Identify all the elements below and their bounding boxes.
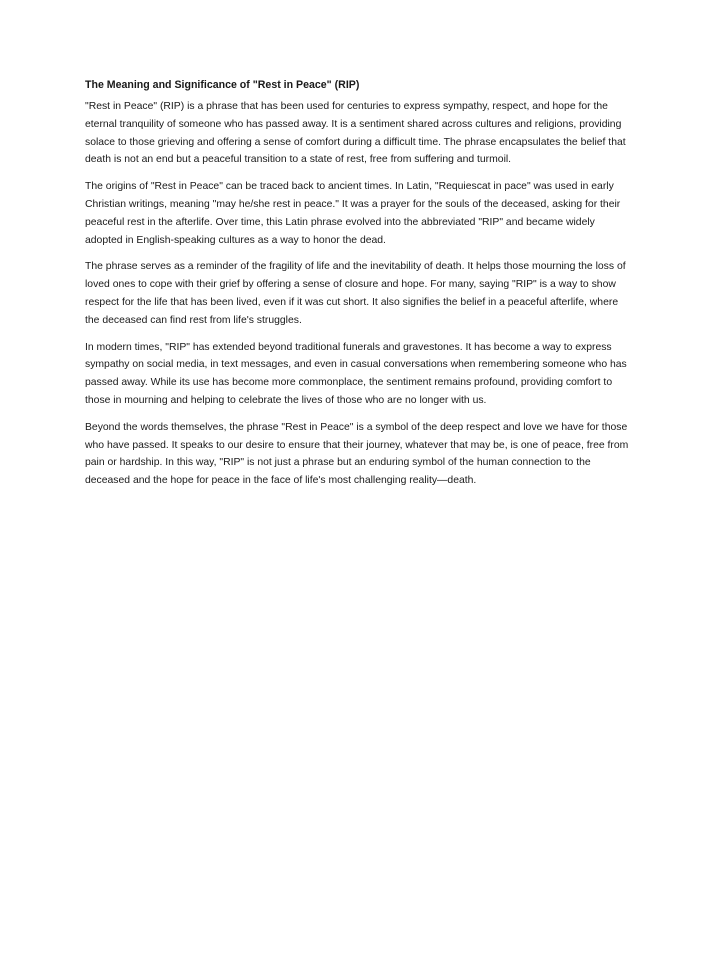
paragraph-intro: "Rest in Peace" (RIP) is a phrase that has been used for centuries to express sympathy, respect, and hope for the eternal tranquility of someone who has passed away. It is a sentiment shared across cultures and religions, providing solace to those grieving and offering a sense of comfort during a difficult time. The phrase encapsulates the belief that death is not an end but a peaceful transition to a state of rest, free from suffering and turmoil.	[85, 101, 626, 166]
document-page	[85, 76, 633, 499]
paragraph-conclusion: Beyond the words themselves, the phrase "Rest in Peace" is a symbol of the deep respect and love we have for those who have passed. It speaks to our desire to ensure that their journey, whatever that may be, is one of peace, free from pain or hardship. In this way, "RIP" is not just a phrase but an enduring symbol of the human connection to the deceased and the hope for peace in the face of life's most challenging reality—death.	[85, 421, 629, 487]
paragraph-modern-times: In modern times, "RIP" has extended beyond traditional funerals and gravestones. It has become a way to express sympathy on social media, in text messages, and even in casual conversations when remembering someone who has passed away. While its use has become more commonplace, the sentiment remains profound, providing comfort to those in mourning and helping to celebrate the lives of those who are no longer with us.	[85, 341, 627, 406]
paragraph-reminder: The phrase serves as a reminder of the fragility of life and the inevitability of death. It helps those mourning the loss of loved ones to cope with their grief by offering a sense of closure and hope. For many, saying "RIP" is a way to show respect for the life that has been lived, even if it was cut short. It also signifies the belief in a peaceful afterlife, where the deceased can find rest from life's struggles.	[85, 261, 626, 326]
paragraph-origins: The origins of "Rest in Peace" can be traced back to ancient times. In Latin, "Requiescat in pace" was used in early Christian writings, meaning "may he/she rest in peace." It was a prayer for the souls of the deceased, asking for their peaceful rest in the afterlife. Over time, this Latin phrase evolved into the abbreviated "RIP" and became widely adopted in English-speaking cultures as a way to honor the dead.	[85, 181, 621, 246]
document-title: The Meaning and Significance of "Rest in Peace" (RIP)	[85, 79, 360, 91]
